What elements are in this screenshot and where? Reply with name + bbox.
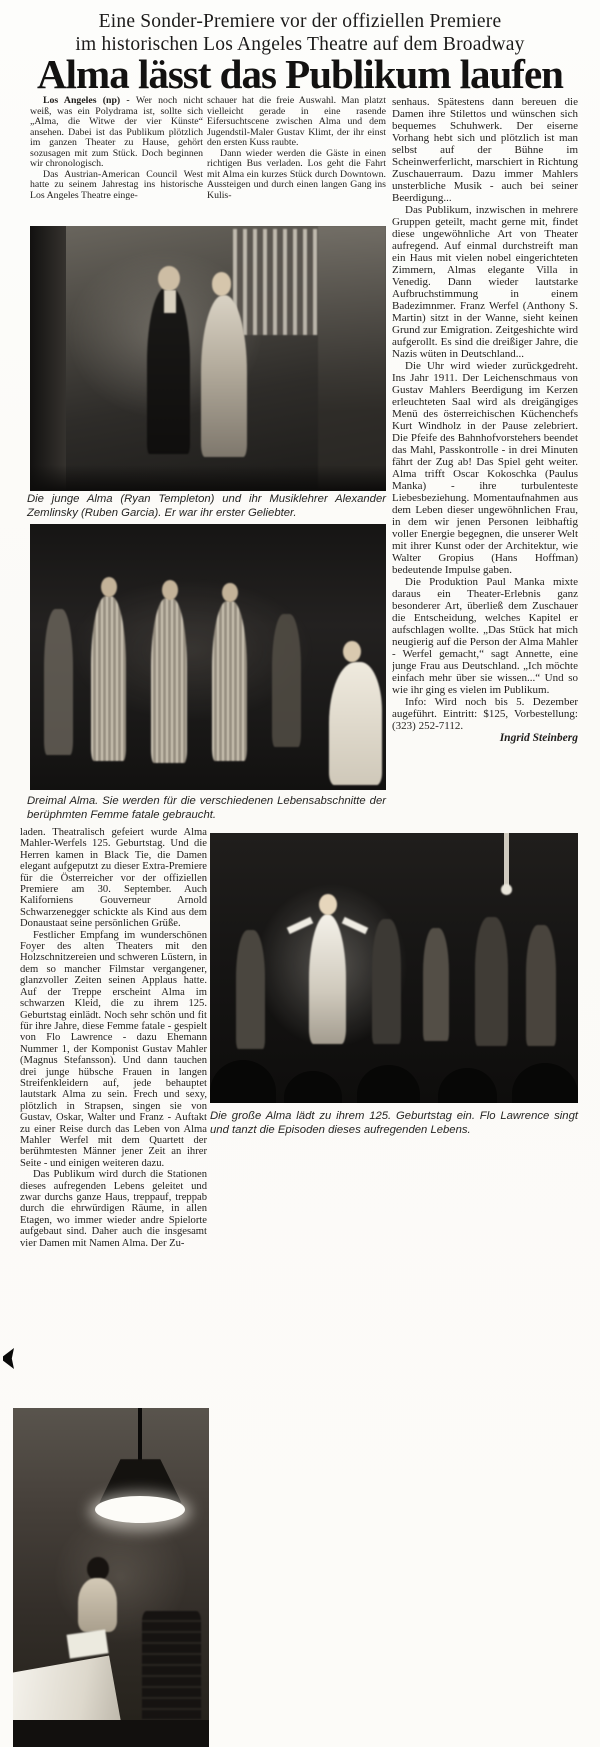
photo2-figure-alma3 xyxy=(212,601,248,761)
photo1-floor-shadow xyxy=(30,465,386,492)
photo3-figure-dim-1 xyxy=(236,930,265,1049)
photo1-railing xyxy=(233,229,318,335)
photo-big-alma-birthday xyxy=(210,833,578,1103)
ink-mark xyxy=(3,1348,14,1369)
dateline: Los Angeles (np) - xyxy=(43,96,136,106)
photo2-alma2-head xyxy=(162,580,178,600)
photo2-figure-dim-right xyxy=(272,614,300,747)
photo-young-alma-and-zemlinsky xyxy=(30,226,386,491)
paragraph: Das Publikum, inzwischen in mehrere Gruppen geteilt, macht gerne mit, findet diese ungewöhnliche Art von Theater aufregend. Auf einmal durchstreift man ein Haus mit vielen nobel eingerichteten Zimmern, Almas elegante Villa in Venedig. Dann wieder lautstarke Aufbruchstimmung in einem Badezimnmer. Franz Werfel (Anthony S. Martin) sitzt in der Wanne, sieht keinen Grund zur Emigration. Zeitgeshichte wird aufgerollt. Es sind die dreißiger Jahre, die Nazis wüten in Deutschland... xyxy=(392,204,578,360)
paragraph: laden. Theatralisch gefeiert wurde Alma Mahler-Werfels 125. Geburtstag. Und die Herren kamen in Black Tie, die Damen elegant aufgeputzt zu dieser Extra-Premiere für die Österreicher vor der offiziellen Premiere am 30. September. Auch Kaliforniens Gouverneur Arnold Schwarzenegger schickte als Kind aus dem Donaustaat seine persönlichen Grüße. xyxy=(20,827,207,930)
photo3-audience-silhouette xyxy=(438,1068,497,1103)
photo1-zemlinsky-shirt xyxy=(164,290,176,314)
photo-room-scene-with-lamp xyxy=(13,1408,209,1747)
photo2-figure-dim-left xyxy=(44,609,72,755)
photo3-figure-dim-3 xyxy=(423,928,449,1041)
photo2-figure-alma2 xyxy=(151,598,187,763)
photo4-lamp-cord xyxy=(138,1408,142,1466)
photo4-paper xyxy=(66,1629,108,1658)
column-3 xyxy=(392,96,578,796)
photo2-bright-right-head xyxy=(343,641,361,662)
headline: Alma lässt das Publikum laufen xyxy=(37,51,563,97)
photo1-figure-alma xyxy=(201,295,247,457)
photo3-hanging-light xyxy=(504,833,508,887)
photo3-alma-head xyxy=(319,894,337,916)
photo2-figure-bright-right xyxy=(329,662,382,784)
photo3-figure-dim-4 xyxy=(475,917,508,1047)
paragraph: Dann wieder werden die Gäste in einen richtigen Bus verladen. Los geht die Fahrt mit Alma ein kurzes Stück durch Downtown. Aussteigen und durch einen langen Gang ins Kulis- xyxy=(207,147,386,201)
info-paragraph: Info: Wird noch bis 5. Dezember augeführt. Eintritt: $125, Vorbestellung: (323) 252-7112. xyxy=(392,696,578,732)
photo3-figure-dim-2 xyxy=(372,919,401,1043)
paragraph: senhaus. Spätestens dann bereuen die Damen ihre Stilettos und wünschen sich bequemes Schuhwerk. Der eiserne Vorhang hebt sich und plötzlich ist man selbst auf der Bühne im Scheinwerferlicht, marschiert in Richtung Zuschauerraum. Dazu immer Mahlers unsterbliche Musik - auch bei seiner Beerdigung... xyxy=(392,96,578,204)
column-2 xyxy=(207,96,386,224)
paragraph: Das Publikum wird durch die Stationen dieses aufregenden Lebens geleitet und zwar durchs ganze Haus, treppauf, treppab durch die ehrwürdigen Räume, in allen Etagen, wo immer wieder andre Spielorte aufgebaut sind. Daher auch die insgesamt vier Damen mit Namen Alma. Der Zu- xyxy=(20,1169,207,1249)
paragraph: Festlicher Empfang im wunderschönen Foyer des alten Theaters mit den Holzschnitzereien und schweren Lüstern, in dem so mancher Filmstar vergangener, glanzvoller Zeiten seinen Applaus hatte. Auf der Treppe erscheint Alma im schwarzen Kleid, die zu ihrem 125. Geburtstag einlädt. Noch sehr schön und fit für ihre Jahre, diese Femme fatale - gespielt von Flo Lawrence - dazu Ehemann Nummer 1, der Komponist Gustav Mahler (Magnus Stefansson). Und dann tauchen drei junge hübsche Frauen in langen Streifenkleidern auf, jede behauptet lautstark Alma zu sein. Frech und sexy, plötzlich in Strapsen, singen sie von Gustav, Oskar, Walter und Franz - Auftakt zu einer Reise durch das Leben von Alma Mahler Werfel mit dem Quartett der berühmtesten Männer jener Zeit an ihrer Seite - und einigen weiteren dazu. xyxy=(20,929,207,1169)
kicker-line-2: im historischen Los Angeles Theatre auf dem Broadway xyxy=(75,34,525,55)
photo3-figure-dim-5 xyxy=(526,925,555,1047)
photo1-curtain xyxy=(30,226,66,491)
column-1 xyxy=(30,96,203,224)
column-4 xyxy=(20,827,207,1249)
paragraph-text: Wer noch nicht weiß, was ein Polydrama ist, sollte sich „Alma, die Witwe der vier Künste“ ansehen. Dabei ist das Publikum plötzlich im ganzen Theater zu Hause, gehört sozusagen mit zum Stück. Doch beginnen wir chronologisch. xyxy=(30,96,203,170)
caption-photo2: Dreimal Alma. Sie werden für die verschiedenen Lebensabschnitte der berüphmten Femme fatale gebraucht. xyxy=(27,795,386,821)
photo4-floor-shadow xyxy=(13,1720,209,1747)
caption-photo3: Die große Alma lädt zu ihrem 125. Geburtstag ein. Flo Lawrence singt und tanzt die Episoden dieses aufregenden Lebens. xyxy=(210,1110,578,1136)
photo2-figure-alma1 xyxy=(91,596,127,761)
photo1-wall xyxy=(318,226,386,491)
paragraph: schauer hat die freie Auswahl. Man platzt vielleicht gerade in eine rasende Eifersuchtscene zwischen Alma und dem Jugendstil-Maler Gustav Klimt, der ihr einst den ersten Kuss raubte. xyxy=(207,96,386,149)
photo4-person-body xyxy=(78,1578,117,1632)
photo3-audience-silhouette xyxy=(357,1065,420,1103)
paragraph xyxy=(30,96,203,170)
photo3-audience-silhouette xyxy=(284,1071,343,1103)
kicker-line-1: Eine Sonder-Premiere vor der offiziellen Premiere xyxy=(98,11,502,32)
photo-three-almas xyxy=(30,524,386,790)
photo3-light-bulb xyxy=(501,884,512,895)
photo1-zemlinsky-head xyxy=(158,266,179,291)
photo3-figure-alma-white-dress xyxy=(309,914,346,1044)
byline: Ingrid Steinberg xyxy=(499,732,578,744)
caption-photo1: Die junge Alma (Ryan Templeton) und ihr Musiklehrer Alexander Zemlinsky (Ruben Garcia). Er war ihr erster Geliebter. xyxy=(27,493,386,519)
paragraph: Die Uhr wird wieder zurückgedreht. Ins Jahr 1911. Der Leichenschmaus von Gustav Mahlers Beerdigung im Kerzen erleuchteten Saal wird als dreigängiges Menü des österreichischen Küchenchefs Kurt Windholz in der Pause zelebriert. Die Pfeife des Bahnhofvorstehers beendet das Mahl, Passkontrolle - in drei Minuten fährt der Zug ab! Das Spiel geht weiter. Alma trifft Oscar Kokoschka (Paulus Manka) - ihre turbulenteste Liebesbeziehung. Momentaufnahmen aus dem Leben dieser ungewöhnlichen Frau, in dem wir jenen Personen leibhaftig voller Energie begegnen, die unserer Welt mit ihrer Kunst oder der Architektur, wie Walter Gropius (Hans Hoffman) bedeutende Impulse gaben. xyxy=(392,360,578,576)
photo3-audience-silhouette xyxy=(512,1063,578,1104)
photo3-audience-silhouette xyxy=(210,1060,276,1103)
paragraph: Das Austrian-American Council West hatte zu seinem Jahrestag ins historische Los Angeles Theatre einge- xyxy=(30,168,203,201)
paragraph: Die Produktion Paul Manka mixte daraus ein Theater-Erlebnis ganz besonderer Art, überließ dem Zuschauer die Entscheidung, welches Kapitel er aufschlagen wollte. „Das Stück hat mich neugierig auf die Person der Alma Mahler - Werfel gemacht,“ sagt Annette, eine junge Frau aus Deutschland. „Ich möchte einfach mehr über sie wissen...“ Und so wie ihr ging es vielen im Publikum. xyxy=(392,576,578,696)
